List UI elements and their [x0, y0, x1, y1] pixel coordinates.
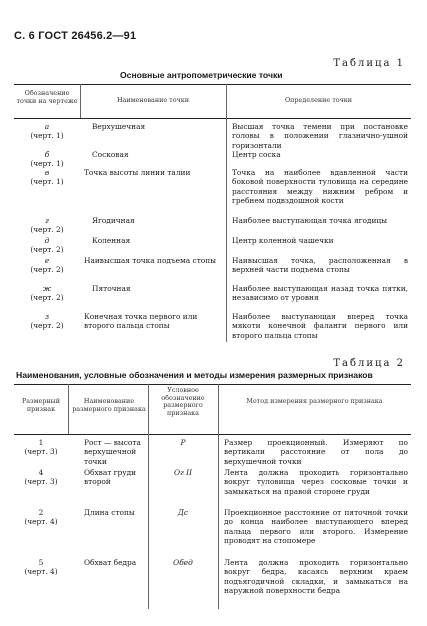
- point-definition: Наиболее выступающая точка ягодицы: [232, 216, 388, 225]
- table-row: [14, 256, 80, 275]
- table2-col-divider: [68, 384, 69, 434]
- table2-body-divider: [148, 434, 149, 609]
- point-name: Сосковая: [92, 150, 129, 159]
- point-name: Наивысшая точка подъема стопы: [84, 256, 217, 265]
- table2-header-rule: [14, 434, 411, 435]
- table1-body-divider: [226, 118, 227, 342]
- point-definition: Центр соска: [232, 150, 281, 159]
- feature-number: 4: [38, 468, 44, 477]
- feature-symbol: Р: [180, 438, 186, 447]
- feature-name: Обхват бедра: [84, 558, 137, 567]
- measurement-method: Лента должна проходить горизонтально вокруг бедра, касаясь верхним краем подъягодичной складки, и замыкаться на наружной поверхности бедра: [224, 558, 408, 596]
- drawing-ref: (черт. 4): [24, 567, 58, 577]
- table-row: [14, 150, 80, 169]
- point-symbol: в: [44, 168, 50, 177]
- point-symbol: д: [44, 236, 50, 245]
- table-row: [14, 558, 68, 577]
- point-definition: Наиболее выступающая назад точка пятки, независимо от уровня: [232, 284, 408, 303]
- point-symbol: е: [44, 256, 50, 265]
- drawing-ref: (черт. 4): [24, 517, 58, 527]
- table2-col-divider: [218, 384, 219, 434]
- table-row: [14, 312, 80, 331]
- measurement-method: Проекционное расстояние от пяточной точки до конца наиболее выступающего вперед пальца первого или второго. Измерение проводят на стопомере: [224, 508, 408, 546]
- page-header: С. 6 ГОСТ 26456.2—91: [14, 30, 137, 42]
- drawing-ref: (черт. 3): [24, 447, 58, 457]
- table1-label: Таблица 1: [333, 58, 405, 69]
- drawing-ref: (черт. 2): [30, 265, 64, 275]
- measurement-method: Лента должна проходить горизонтально вокруг туловища через сосковые точки и замыкаться на правой стороне груди: [224, 468, 408, 496]
- measurement-method: Размер проекционный. Измеряют по вертикали расстояние от пола до верхушечной точки: [224, 438, 408, 466]
- point-definition: Наиболее выступающая вперед точка мякоти конечной фаланги первого или второго пальца стопы: [232, 312, 408, 340]
- feature-number: 5: [38, 558, 44, 567]
- point-name: Конечная точка первого или второго пальца стопы: [84, 312, 198, 331]
- point-definition: Высшая точка темени при постановке головы в положении глазнично-ушной горизонтали: [232, 122, 408, 150]
- table2-top-rule: [14, 384, 411, 385]
- point-symbol: г: [45, 216, 49, 225]
- table2-col-header: Наименование размерного признака: [72, 397, 146, 413]
- table-row: [14, 284, 80, 303]
- drawing-ref: (черт. 3): [24, 477, 58, 487]
- table1-header-rule: [14, 118, 411, 119]
- table-row: [14, 438, 68, 457]
- feature-number: 1: [38, 438, 44, 447]
- point-name: Ягодичная: [92, 216, 135, 225]
- table-row: [14, 122, 80, 141]
- point-name: Пяточная: [92, 284, 131, 293]
- drawing-ref: (черт. 2): [30, 245, 64, 255]
- table-row: [14, 236, 80, 255]
- table2-title: Наименования, условные обозначения и методы измерения размерных признаков: [16, 370, 373, 380]
- drawing-ref: (черт. 1): [30, 131, 64, 141]
- point-definition: Точка на наиболее вдавленной части боковой поверхности туловища на середине расстояния между нижним ребром и гребнем подвздошной кости: [232, 168, 408, 206]
- table2-col-divider: [148, 384, 149, 434]
- feature-symbol: Дс: [177, 508, 189, 517]
- table1-col-header: Наименование точки: [116, 96, 190, 104]
- table1-title: Основные антропометрические точки: [120, 70, 283, 80]
- table2-body-divider: [218, 434, 219, 609]
- feature-name: Длина стопы: [84, 508, 135, 517]
- table2-col-header: Условное обозначение размерного признака: [161, 386, 205, 417]
- feature-symbol: Ог II: [174, 468, 192, 477]
- table-row: [14, 168, 80, 187]
- table2-label: Таблица 2: [333, 358, 405, 369]
- drawing-ref: (черт. 1): [30, 177, 64, 187]
- table-row: [14, 508, 68, 527]
- table1-col-header: Определение точки: [284, 96, 353, 104]
- drawing-ref: (черт. 2): [30, 225, 64, 235]
- point-name: Коленная: [92, 236, 131, 245]
- point-name: Точка высоты линии талии: [84, 168, 191, 177]
- point-definition: Наивысшая точка, расположенная в верхней части подъема стопы: [232, 256, 408, 275]
- point-symbol: ж: [42, 284, 52, 293]
- table-row: [14, 216, 80, 235]
- table2-col-header: Метод измерения размерного признака: [246, 397, 383, 405]
- drawing-ref: (черт. 2): [30, 321, 64, 331]
- feature-symbol: Обед: [173, 558, 193, 567]
- point-symbol: а: [44, 122, 50, 131]
- table-row: [14, 468, 68, 487]
- table1-top-rule: [14, 84, 411, 85]
- drawing-ref: (черт. 1): [30, 159, 64, 169]
- point-symbol: б: [44, 150, 50, 159]
- table2-col-header: Размерный признак: [21, 397, 61, 413]
- drawing-ref: (черт. 2): [30, 293, 64, 303]
- feature-name: Рост — высота верхушечной точки: [84, 438, 141, 466]
- feature-name: Обхват груди второй: [84, 468, 137, 487]
- feature-number: 2: [38, 508, 44, 517]
- point-definition: Центр коленной чашечки: [232, 236, 334, 245]
- table1-col-header: Обозначение точки на чертеже: [16, 89, 78, 105]
- point-name: Верхушечная: [92, 122, 146, 131]
- point-symbol: з: [44, 312, 50, 321]
